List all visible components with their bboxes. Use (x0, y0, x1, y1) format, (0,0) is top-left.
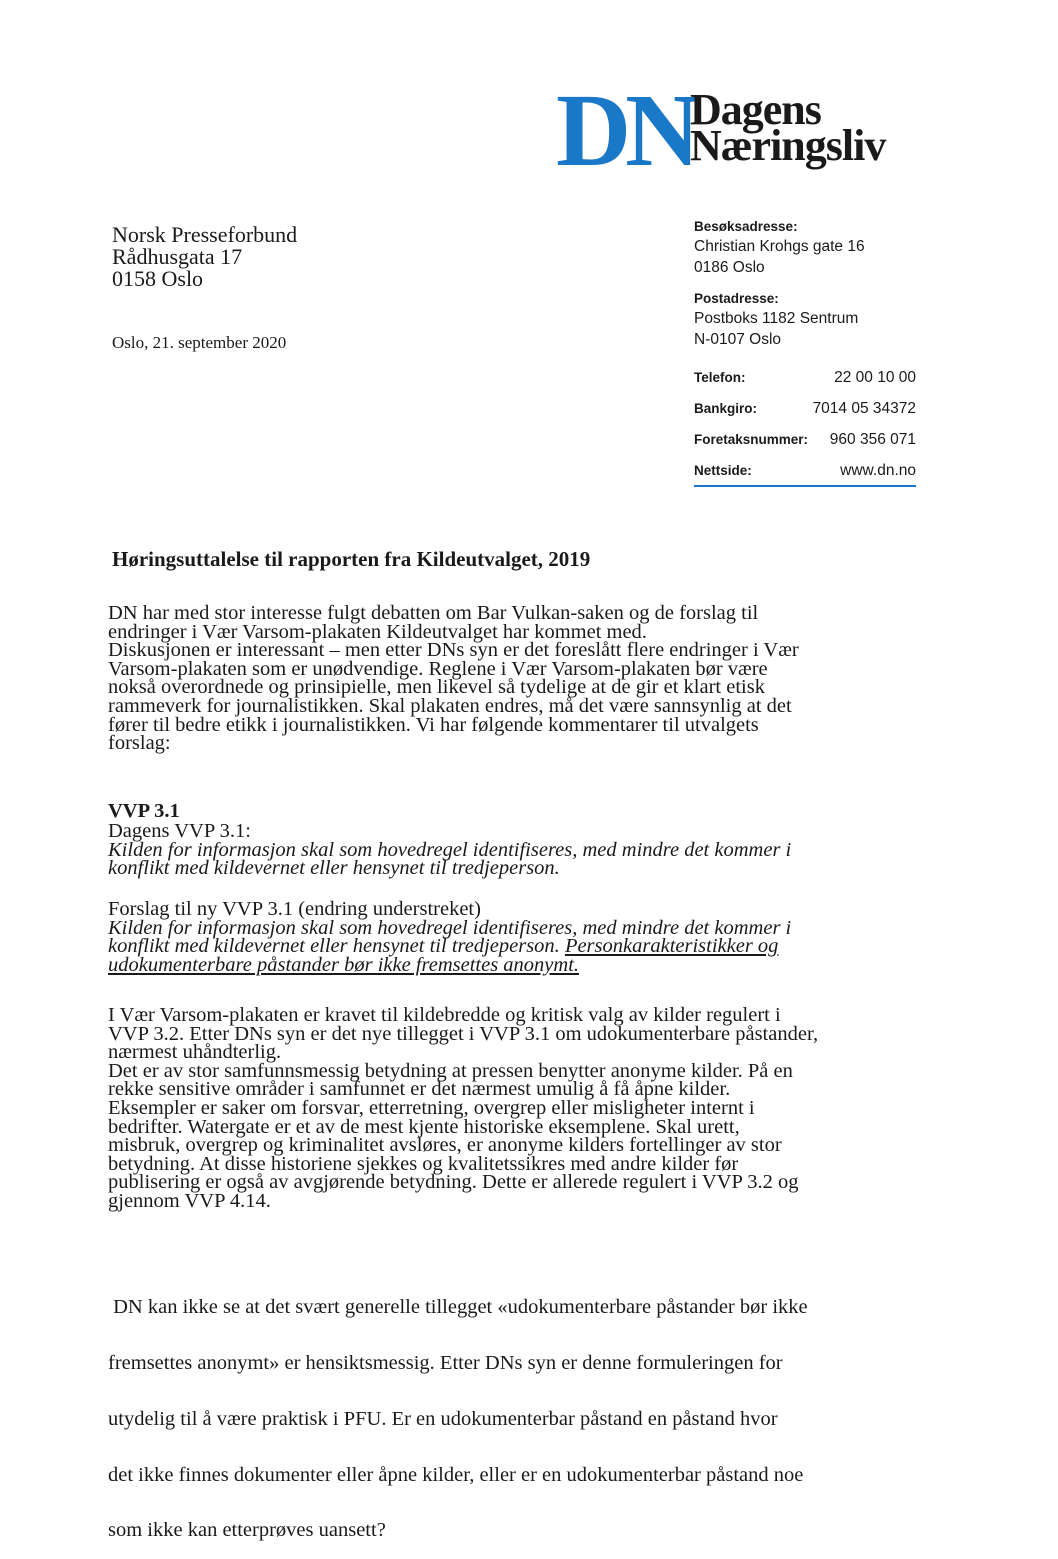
phone-value: 22 00 10 00 (834, 369, 916, 386)
dn-logo (556, 73, 936, 188)
website-value[interactable]: www.dn.no (840, 462, 916, 479)
text-line: publisering er også av avgjørende betydning. Dette er allerede regulert i VVP 3.2 og (108, 1171, 799, 1194)
text-line: endringer i Vær Varsom-plakaten Kildeutvalget har kommet med. (108, 620, 647, 643)
org-number-label: Foretaksnummer: (694, 432, 809, 447)
body-paragraph-2 (108, 1006, 928, 1211)
sender-divider (694, 485, 916, 487)
letter-date: Oslo, 21. september 2020 (112, 333, 287, 352)
text-line: rammeverk for journalistikken. Skal plakaten endres, må det være sannsynlig at det (108, 694, 792, 717)
proposal-label: Forslag til ny VVP 3.1 (endring understreket) (108, 898, 481, 920)
post-address-label: Postadresse: (694, 291, 779, 306)
letter-heading: Høringsuttalelse til rapporten fra Kildeutvalget, 2019 (112, 547, 591, 571)
underlined-change: Personkarakteristikker og (564, 935, 779, 958)
sender-info (694, 218, 916, 486)
bankgiro-label: Bankgiro: (694, 401, 758, 416)
recipient-address (112, 224, 297, 290)
text-line: nokså overordnede og prinsipielle, men likevel så tydelige at de gir et klart etisk (108, 676, 765, 699)
phone-label: Telefon: (694, 370, 746, 385)
recipient-street: Rådhusgata 17 (112, 244, 243, 269)
visit-address-line: Christian Krohgs gate 16 (694, 238, 865, 255)
text-line: bedrifter. Watergate er et av de mest kjente historiske eksemplene. Skal urett, (108, 1115, 740, 1138)
proposal-text: konflikt med kildevernet eller hensynet til tredjeperson. (108, 935, 565, 958)
recipient-city: 0158 Oslo (112, 266, 204, 291)
current-rule-block (108, 822, 928, 878)
text-line: DN har med stor interesse fulgt debatten om Bar Vulkan-saken og de forslag til (108, 602, 759, 624)
section-heading: VVP 3.1 (108, 800, 180, 822)
phone-row (694, 362, 916, 393)
visit-address-block (694, 218, 916, 278)
proposal-block (108, 900, 928, 974)
recipient-name: Norsk Presseforbund (112, 222, 298, 247)
text-line: betydning. At disse historiene sjekkes og kvalitetssikres med andre kilder før (108, 1152, 739, 1175)
text-line: som ikke kan etterprøves uansett? (108, 1519, 386, 1542)
post-address-city: N-0107 Oslo (694, 331, 782, 348)
body-paragraph-3 (108, 1261, 928, 1559)
website-label: Nettside: (694, 463, 752, 478)
text-line: Kilden for informasjon skal som hovedregel identifiseres, med mindre det kommer i (108, 916, 792, 939)
text-line: misbruk, overgrep og kriminalitet avsløres, er anonyme kilders fortellinger av stor (108, 1134, 782, 1157)
underlined-change: udokumenterbare påstander bør ikke fremsettes anonymt. (108, 953, 580, 976)
logo-line-2: Næringsliv (690, 121, 886, 170)
post-address-block (694, 290, 916, 350)
text-line: det ikke finnes dokumenter eller åpne kilder, eller er en udokumenterbar påstand noe (108, 1463, 804, 1486)
bankgiro-row (694, 393, 916, 424)
text-line: nærmest uhåndterlig. (108, 1041, 282, 1064)
text-line: utydelig til å være praktisk i PFU. Er en udokumenterbar påstand en påstand hvor (108, 1407, 778, 1430)
org-number-value: 960 356 071 (829, 431, 916, 448)
logo-mark: DN (556, 73, 695, 188)
text-line: Diskusjonen er interessant – men etter DNs syn er det foreslått flere endringer i Vær (108, 639, 799, 662)
text-line: fremsettes anonymt» er hensiktsmessig. Etter DNs syn er denne formuleringen for (108, 1351, 783, 1374)
text-line: Det er av stor samfunnsmessig betydning at pressen benytter anonyme kilder. På en (108, 1059, 793, 1082)
visit-address-label: Besøksadresse: (694, 219, 798, 234)
text-line: forslag: (108, 732, 171, 755)
website-row (694, 455, 916, 486)
org-number-row (694, 424, 916, 455)
text-line: rekke sensitive områder i samfunnet er det nærmest umulig å få åpne kilder. (108, 1078, 731, 1101)
text-line: VVP 3.2. Etter DNs syn er det nye tillegget i VVP 3.1 om udokumenterbare påstander, (108, 1022, 819, 1045)
post-address-line: Postboks 1182 Sentrum (694, 310, 859, 327)
logo-line-1: Dagens (690, 85, 821, 134)
intro-paragraph (108, 604, 928, 753)
text-line: Kilden for informasjon skal som hovedregel identifiseres, med mindre det kommer i (108, 838, 792, 861)
text-line: Varsom-plakaten som er unødvendige. Reglene i Vær Varsom-plakaten bør være (108, 657, 768, 680)
text-line: fører til bedre etikk i journalistikken. Vi har følgende kommentarer til utvalgets (108, 713, 759, 736)
text-line: konflikt med kildevernet eller hensynet til tredjeperson. (108, 857, 560, 880)
text-line: Eksempler er saker om forsvar, etterretning, overgrep eller misligheter internt i (108, 1096, 755, 1119)
bankgiro-value: 7014 05 34372 (812, 400, 916, 417)
text-line: DN kan ikke se at det svært generelle tillegget «udokumenterbare påstander bør ikke (108, 1296, 808, 1319)
text-line (108, 937, 928, 956)
logo-wordmark (690, 85, 886, 170)
text-line: I Vær Varsom-plakaten er kravet til kildebredde og kritisk valg av kilder regulert i (108, 1004, 781, 1026)
current-rule-label: Dagens VVP 3.1: (108, 820, 251, 842)
text-line: gjennom VVP 4.14. (108, 1189, 271, 1212)
visit-address-city: 0186 Oslo (694, 259, 765, 276)
